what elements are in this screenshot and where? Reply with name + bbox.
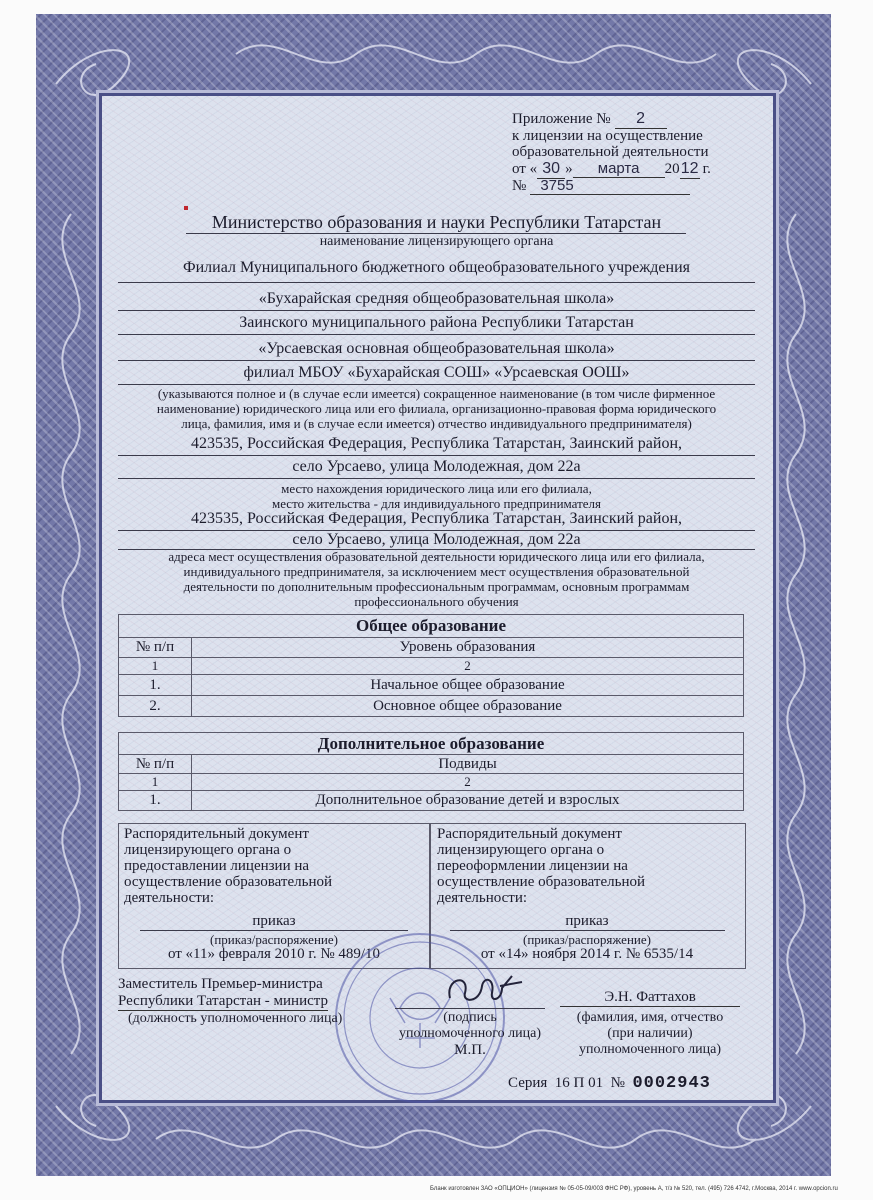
reissue-order-date: от «14» ноября 2014 г. № 6535/14 (480, 946, 694, 962)
location-line-1: 423535, Российская Федерация, Республика Татарстан, Заинский район, (190, 435, 682, 452)
general-education-table (118, 614, 744, 717)
appendix-date-line: от « 30 » марта 2012 г. (512, 160, 711, 177)
divider (118, 334, 755, 335)
location-caption: место нахождения юридического лица или его филиала, место жительства - для индивидуального предпринимателя (271, 481, 602, 511)
grant-order-text: Распорядительный документ лицензирующего органа о предоставлении лицензии на осуществление образовательной деятельности: (124, 826, 332, 906)
signature-caption: (подпись уполномоченного лица) (399, 1010, 541, 1041)
appendix-license-number: № 3755 (512, 177, 690, 195)
signer-name-caption: (фамилия, имя, отчество (при наличии) уполномоченного лица) (576, 1010, 724, 1057)
issuer-caption: наименование лицензирующего органа (319, 234, 554, 249)
column-index-cell: 1 (119, 658, 192, 675)
divider (118, 455, 755, 456)
issuer-name: Министерство образования и науки Республики Татарстан (211, 212, 662, 232)
additional-education-title: Дополнительное образование (119, 733, 744, 755)
appendix-line-2: к лицензии на осуществление (512, 128, 703, 144)
grant-order-type: приказ (252, 913, 296, 929)
appendix-line-3: образовательной деятельности (512, 144, 709, 160)
appendix-number-line: Приложение № 2 (512, 110, 667, 129)
divider (395, 1008, 545, 1009)
signature-icon (440, 968, 530, 1013)
divider (118, 310, 755, 311)
signer-name: Э.Н. Фаттахов (560, 989, 740, 1007)
stamp-place: М.П. (454, 1042, 486, 1058)
reissue-order-type-caption: (приказ/распоряжение) (523, 932, 651, 947)
signer-position: Заместитель Премьер-министра Республики Татарстан - министр (118, 976, 328, 1009)
table-row: 2. Основное общее образование (119, 696, 744, 717)
table-row: 1. Дополнительное образование детей и взрослых (119, 791, 744, 811)
general-education-title: Общее образование (119, 615, 744, 638)
col-number-header: № п/п (119, 638, 192, 658)
org-line-4: «Урсаевская основная общеобразовательная школа» (258, 340, 615, 357)
column-index-cell: 2 (192, 658, 744, 675)
divider (118, 384, 755, 385)
activity-address-line-2: село Урсаево, улица Молодежная, дом 22а (292, 531, 581, 548)
divider (118, 478, 755, 479)
divider (118, 360, 755, 361)
org-line-5: филиал МБОУ «Бухарайская СОШ» «Урсаевская ООШ» (243, 364, 630, 381)
red-mark (184, 206, 188, 210)
divider (118, 282, 755, 283)
org-caption: (указываются полное и (в случае если имеется) сокращенное наименование (в том числе фирменное наименование) юридического лица или его филиала, организационно-правовая форма юридического лица, фамилия, имя и (в случае если имеется) отчество индивидуального предпринимателя) (156, 386, 717, 431)
column-index-cell: 2 (192, 774, 744, 791)
activity-address-caption: адреса мест осуществления образовательной деятельности юридического лица или его филиала, индивидуального предпринимателя, за исключением мест осуществления образовательной деятельности по дополнительным профессиональным программам, основным программам профессионального обучения (168, 549, 705, 609)
signer-position-caption: (должность уполномоченного лица) (128, 1011, 343, 1026)
grant-order-date: от «11» февраля 2010 г. № 489/10 (167, 946, 381, 962)
additional-education-table (118, 732, 744, 811)
serial-number: 0002943 (632, 1074, 711, 1093)
org-line-2: «Бухарайская средняя общеобразовательная школа» (258, 290, 615, 307)
org-line-1: Филиал Муниципального бюджетного общеобразовательного учреждения (182, 259, 691, 276)
table-row: 1. Начальное общее образование (119, 675, 744, 696)
grant-order-type-caption: (приказ/распоряжение) (210, 932, 338, 947)
col-level-header: Уровень образования (192, 638, 744, 658)
activity-address-line-1: 423535, Российская Федерация, Республика Татарстан, Заинский район, (190, 510, 682, 527)
col-number-header: № п/п (119, 755, 192, 774)
location-line-2: село Урсаево, улица Молодежная, дом 22а (292, 458, 581, 475)
org-line-3: Заинского муниципального района Республики Татарстан (239, 314, 634, 331)
column-index-cell: 1 (119, 774, 192, 791)
reissue-order-type: приказ (565, 913, 609, 929)
col-subtype-header: Подвиды (192, 755, 744, 774)
reissue-order-text: Распорядительный документ лицензирующего органа о переоформлении лицензии на осуществление образовательной деятельности: (437, 826, 645, 906)
series-line: Серия 16 П 01 № 0002943 (508, 1074, 711, 1093)
printer-footer: Бланк изготовлен ЗАО «ОПЦИОН» (лицензия № 05-05-09/003 ФНС РФ), уровень А, т/з № 520, тел. (495) 726 4742, г.Москва, 2014 г. www.opcion.ru (430, 1186, 838, 1192)
